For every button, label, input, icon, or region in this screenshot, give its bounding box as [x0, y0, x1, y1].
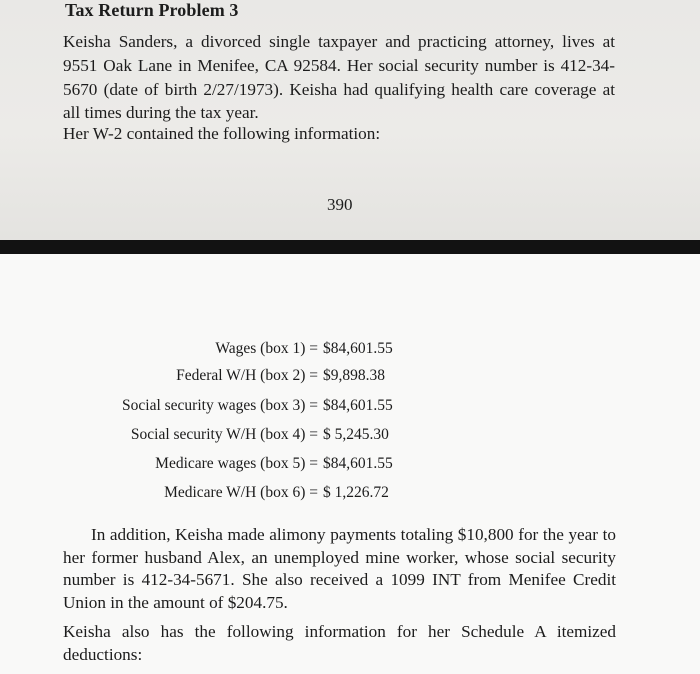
page-title: Tax Return Problem 3: [65, 0, 239, 20]
w2-label: Wages (box 1) =: [215, 340, 318, 357]
w2-label: Social security W/H (box 4) =: [130, 426, 318, 443]
w2-row-medicare-wages: [0, 455, 700, 483]
w2-label: Social security wages (box 3) =: [122, 397, 318, 414]
w2-value: $9,898.38: [323, 367, 385, 384]
w2-row-ss-wh: [0, 426, 700, 454]
schedule-a-paragraph: Keisha also has the following information for her Schedule A itemized deductions:: [63, 622, 616, 664]
intro-paragraph: Keisha Sanders, a divorced single taxpayer and practicing attorney, lives at 9551 Oak Lane in Menifee, CA 92584. Her social security number is 412-34-5670 (date of birth 2/27/1973). Keisha had qualifying health care coverage at all times during the tax year.: [63, 32, 615, 123]
w2-row-medicare-wh: [0, 484, 700, 512]
w2-label: Medicare W/H (box 6) =: [164, 484, 318, 501]
alimony-paragraph: In addition, Keisha made alimony payments totaling $10,800 for the year to her former husband Alex, an unemployed mine worker, whose social security number is 412-34-5671. She also received a 1099 INT from Menifee Credit Union in the amount of $204.75.: [63, 525, 616, 612]
w2-row-federal-wh: [0, 367, 700, 395]
w2-row-ss-wages: [0, 397, 700, 425]
w2-value: $84,601.55: [323, 340, 393, 357]
w2-row-wages: [0, 340, 700, 368]
upper-page-section: [0, 0, 700, 240]
w2-intro-text: Her W-2 contained the following information:: [63, 124, 381, 143]
page-divider: [0, 240, 700, 254]
page-number: 390: [327, 195, 353, 214]
w2-value: $84,601.55: [323, 455, 393, 472]
w2-value: $ 1,226.72: [323, 484, 389, 501]
w2-label: Medicare wages (box 5) =: [155, 455, 318, 472]
w2-label: Federal W/H (box 2) =: [176, 367, 318, 384]
w2-value: $84,601.55: [323, 397, 393, 414]
w2-value: $ 5,245.30: [323, 426, 389, 443]
